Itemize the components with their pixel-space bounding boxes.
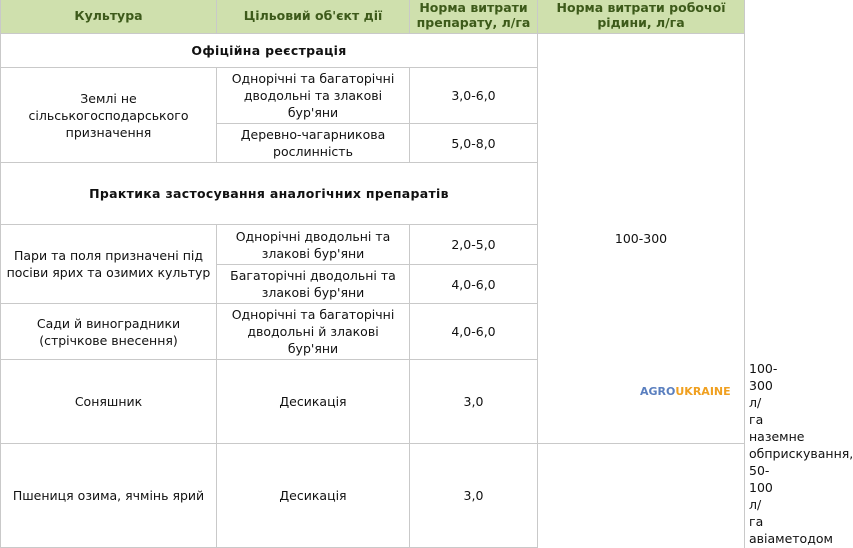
target-cell: Десикація [217, 360, 410, 444]
target-cell: Багаторічні дводольні та злакові бур'яни [217, 265, 410, 304]
header-row [1, 0, 745, 34]
section-row-official [1, 34, 745, 68]
table-row [1, 444, 745, 548]
dose-cell: 5,0-8,0 [410, 124, 538, 163]
header-dose: Норма витрати препарату, л/га [410, 0, 538, 34]
watermark-part-1: AGRO [640, 384, 676, 398]
target-cell: Однорічні дводольні та злакові бур'яни [217, 225, 410, 265]
target-cell: Деревно-чагарникова рослинність [217, 124, 410, 163]
liquid-rate-common: 100-300 [538, 34, 745, 444]
dose-cell: 3,0 [410, 444, 538, 548]
culture-cell: Пари та поля призначені під посіви ярих та озимих культур [1, 225, 217, 304]
dose-cell: 4,0-6,0 [410, 304, 538, 360]
agroukraine-watermark-logo [640, 380, 734, 402]
target-cell: Десикація [217, 444, 410, 548]
section-official-title: Офіційна реєстрація [1, 34, 538, 68]
dose-cell: 3,0-6,0 [410, 68, 538, 124]
dose-cell: 2,0-5,0 [410, 225, 538, 265]
table-row: Соняшник Десикація 3,0 100-300 л/га наземне обприскування, 50-100 л/га авіаметодом [1, 360, 745, 444]
watermark-part-2: UKRAINE [675, 384, 731, 398]
culture-cell: Пшениця озима, ячмінь ярий [1, 444, 217, 548]
dose-cell: 4,0-6,0 [410, 265, 538, 304]
header-target: Цільовий об'єкт дії [217, 0, 410, 34]
culture-cell: Сади й виноградники (стрічкове внесення) [1, 304, 217, 360]
section-practice-title: Практика застосування аналогічних препаратів [1, 163, 538, 225]
header-liquid: Норма витрати робочої рідини, л/га [538, 0, 745, 34]
culture-cell: Землі не сільськогосподарського призначення [1, 68, 217, 163]
dose-cell: 3,0 [410, 360, 538, 444]
header-culture: Культура [1, 0, 217, 34]
target-cell: Однорічні та багаторічні дводольні й злакові бур'яни [217, 304, 410, 360]
culture-cell: Соняшник [1, 360, 217, 444]
target-cell: Однорічні та багаторічні дводольні та злакові бур'яни [217, 68, 410, 124]
